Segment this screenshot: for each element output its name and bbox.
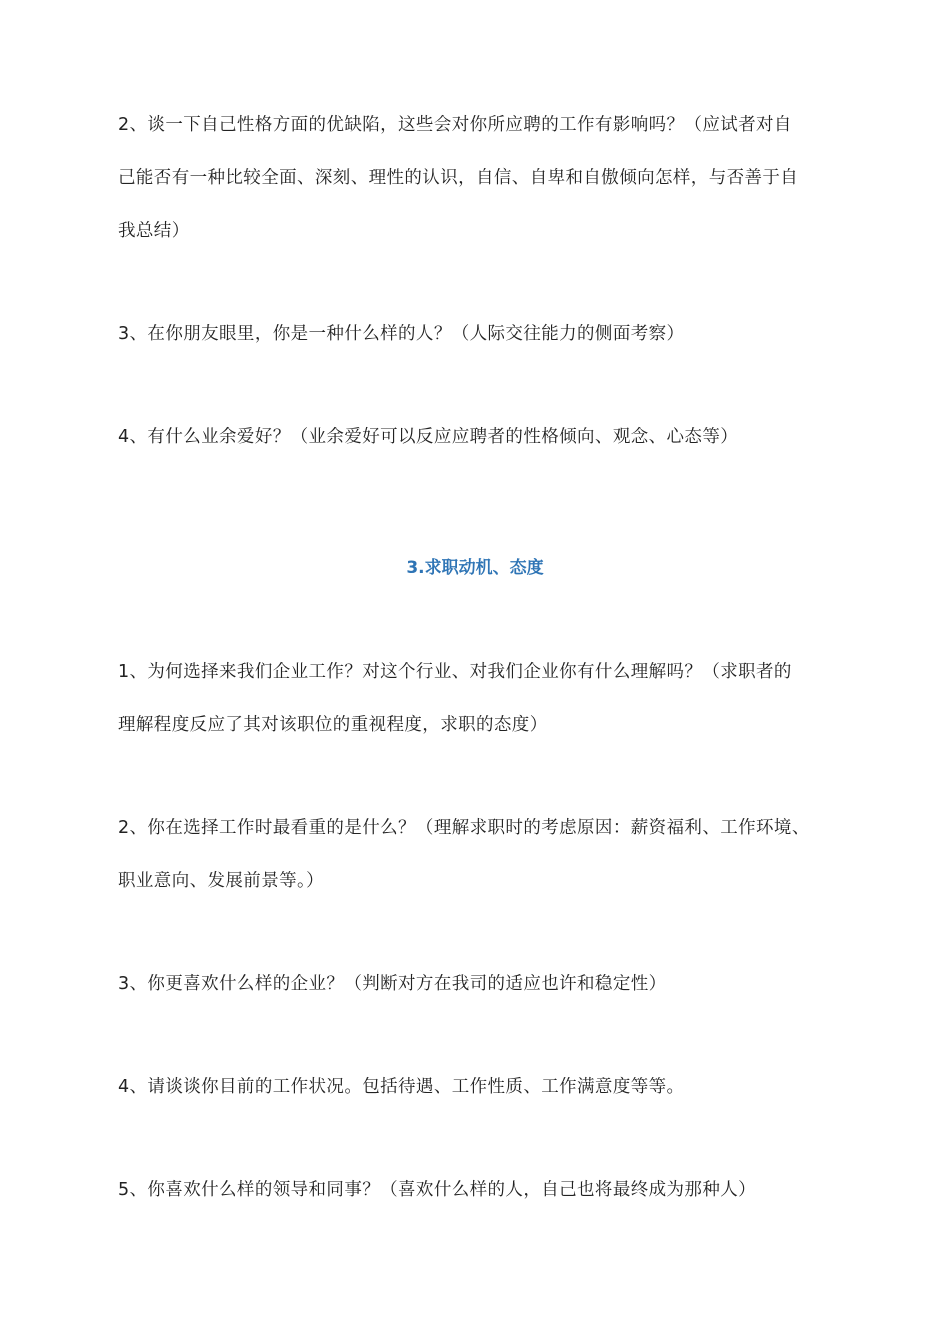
question-2-line-2: 己能否有一种比较全面、深刻、理性的认识，自信、自卑和自傲倾向怎样，与否善于自 [118,168,799,188]
motivation-question-2-line-2: 职业意向、发展前景等。） [118,871,325,891]
question-2-line-1: 2、谈一下自己性格方面的优缺陷，这些会对你所应聘的工作有影响吗？（应试者对自 [118,115,792,135]
motivation-question-3: 3、你更喜欢什么样的企业？（判断对方在我司的适应也许和稳定性） [118,974,667,994]
motivation-question-5: 5、你喜欢什么样的领导和同事？（喜欢什么样的人，自己也将最终成为那种人） [118,1180,757,1200]
motivation-question-2-line-1: 2、你在选择工作时最看重的是什么？（理解求职时的考虑原因：薪资福利、工作环境、 [118,818,810,838]
section-heading: 3.求职动机、态度 [406,558,544,578]
motivation-question-1-line-2: 理解程度反应了其对该职位的重视程度，求职的态度） [118,715,548,735]
motivation-question-4: 4、请谈谈你目前的工作状况。包括待遇、工作性质、工作满意度等等。 [118,1077,685,1097]
question-4: 4、有什么业余爱好？（业余爱好可以反应应聘者的性格倾向、观念、心态等） [118,427,739,447]
question-2-line-3: 我总结） [118,221,190,241]
question-3: 3、在你朋友眼里，你是一种什么样的人？（人际交往能力的侧面考察） [118,324,685,344]
motivation-question-1-line-1: 1、为何选择来我们企业工作？对这个行业、对我们企业你有什么理解吗？（求职者的 [118,662,792,682]
